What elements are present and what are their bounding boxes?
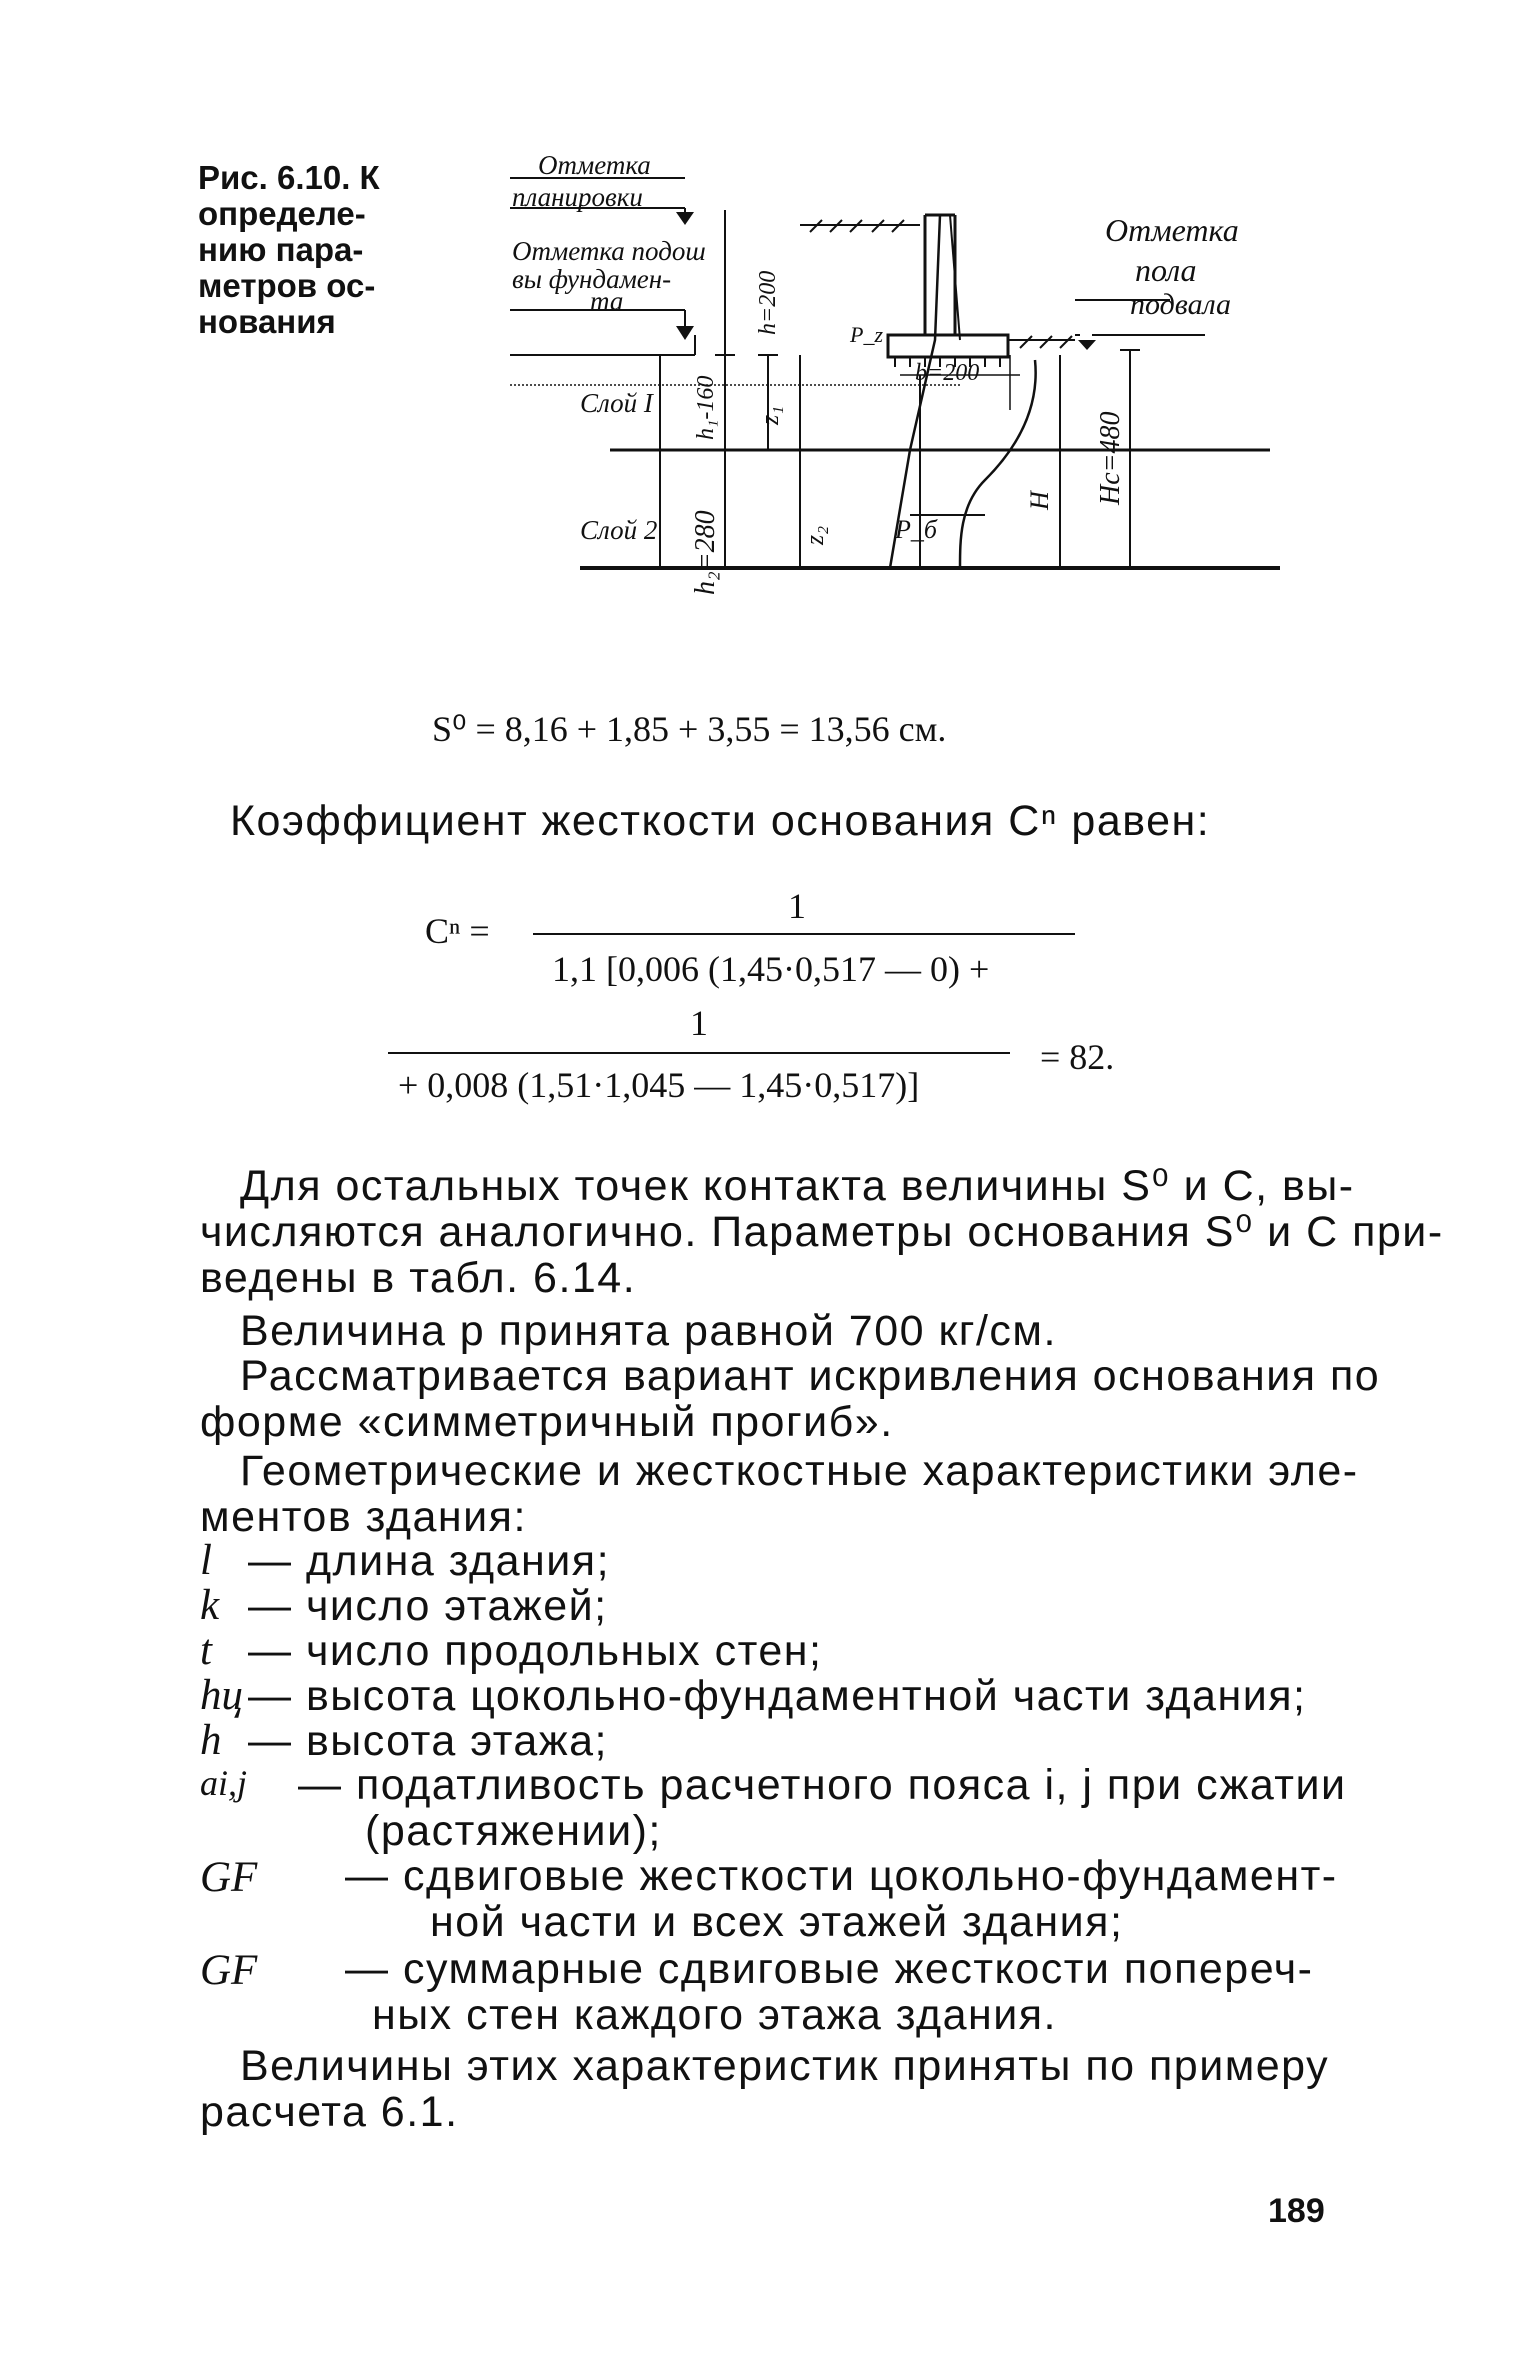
def-text-cont: ной части и всех этажей здания; (430, 1898, 1124, 1946)
label-footing-mark-line2: вы фундамен- (512, 264, 672, 294)
label-Hc: Hc=480 (1095, 411, 1126, 505)
def-symbol: k (200, 1582, 220, 1629)
label-h1: h₁-160 (693, 375, 719, 440)
def-text: — число этажей; (248, 1582, 608, 1630)
paragraph-line: Величина p принята равной 700 кг/см. (240, 1307, 1057, 1355)
def-text: — сдвиговые жесткости цокольно-фундамент- (345, 1852, 1338, 1900)
paragraph-line: Величины этих характеристик приняты по примеру (240, 2042, 1330, 2090)
def-symbol: hц (200, 1672, 243, 1719)
label-pz: P_z (850, 322, 883, 347)
c-result: = 82. (1040, 1037, 1115, 1077)
s0-equation: S⁰ = 8,16 + 1,85 + 3,55 = 13,56 см. (432, 709, 947, 749)
paragraph-line: Для остальных точек контакта величины S⁰ и C, вы- (240, 1162, 1355, 1210)
def-symbol: h (200, 1717, 222, 1764)
paragraph-line: Рассматривается вариант искривления основания по (240, 1352, 1381, 1400)
c-denominator-2: + 0,008 (1,51·1,045 — 1,45·0,517)] (398, 1065, 920, 1105)
label-footing-mark-line1: Отметка подош (512, 236, 706, 266)
def-text: — длина здания; (248, 1537, 611, 1585)
def-symbol: ai,j (200, 1763, 248, 1803)
label-H: H (1025, 491, 1054, 510)
def-text: — число продольных стен; (248, 1627, 823, 1675)
paragraph-line: ментов здания: (200, 1493, 527, 1541)
paragraph-line: ведены в табл. 6.14. (200, 1254, 637, 1302)
label-layer-1: Слой I (580, 388, 653, 418)
paragraph-line: расчета 6.1. (200, 2088, 459, 2136)
c-numerator-2: 1 (690, 1003, 708, 1043)
caption-line: метров ос- (198, 267, 376, 304)
def-symbol: t (200, 1627, 212, 1674)
coef-intro: Коэффициент жесткости основания Cⁿ равен: (230, 797, 1211, 845)
label-layer-2: Слой 2 (580, 515, 658, 545)
caption-line: Рис. 6.10. К (198, 159, 380, 196)
label-h2: h₂=280 (690, 510, 721, 595)
paragraph-line: Геометрические и жесткостные характеристики эле- (240, 1447, 1359, 1495)
fraction-bar-2 (388, 1052, 1010, 1054)
paragraph-line: форме «симметричный прогиб». (200, 1398, 894, 1446)
label-floor-mark-line3: подвала (1130, 288, 1232, 321)
c-numerator-1: 1 (788, 886, 806, 926)
caption-line: нию пара- (198, 231, 364, 268)
def-text-cont: ных стен каждого этажа здания. (372, 1991, 1057, 2039)
label-h: h=200 (755, 270, 781, 335)
def-text: — податливость расчетного пояса i, j при сжатии (298, 1761, 1347, 1809)
def-text: — высота цокольно-фундаментной части здания; (248, 1672, 1307, 1720)
c-denominator-1: 1,1 [0,006 (1,45·0,517 — 0) + (552, 949, 990, 989)
c-label: Cⁿ = (425, 911, 490, 951)
caption-line: нования (198, 303, 336, 340)
def-text: — высота этажа; (248, 1717, 608, 1765)
label-pbig: P_б (895, 515, 937, 544)
def-symbol: GF (200, 1854, 258, 1901)
fraction-bar-1 (533, 933, 1075, 935)
label-floor-mark-line1: Отметка (1105, 212, 1239, 248)
def-symbol: GF (200, 1947, 258, 1994)
paragraph-line: числяются аналогично. Параметры основания S⁰ и C при- (200, 1208, 1444, 1256)
label-z2: z₂ (800, 525, 829, 545)
label-z1: z₁ (755, 405, 784, 425)
caption-line: определе- (198, 195, 366, 232)
def-text-cont: (растяжении); (365, 1807, 662, 1855)
label-footing-mark-line3: та (590, 286, 624, 316)
figure-caption (198, 160, 380, 340)
label-floor-mark-line2: пола (1135, 252, 1197, 288)
page-number: 189 (1268, 2192, 1325, 2230)
label-b: b=200 (915, 360, 980, 386)
def-symbol: l (200, 1537, 212, 1584)
label-grade-mark-line1: Отметка (538, 150, 651, 180)
label-grade-mark-line2: планировки (512, 182, 643, 212)
def-text: — суммарные сдвиговые жесткости попереч- (345, 1945, 1314, 1993)
